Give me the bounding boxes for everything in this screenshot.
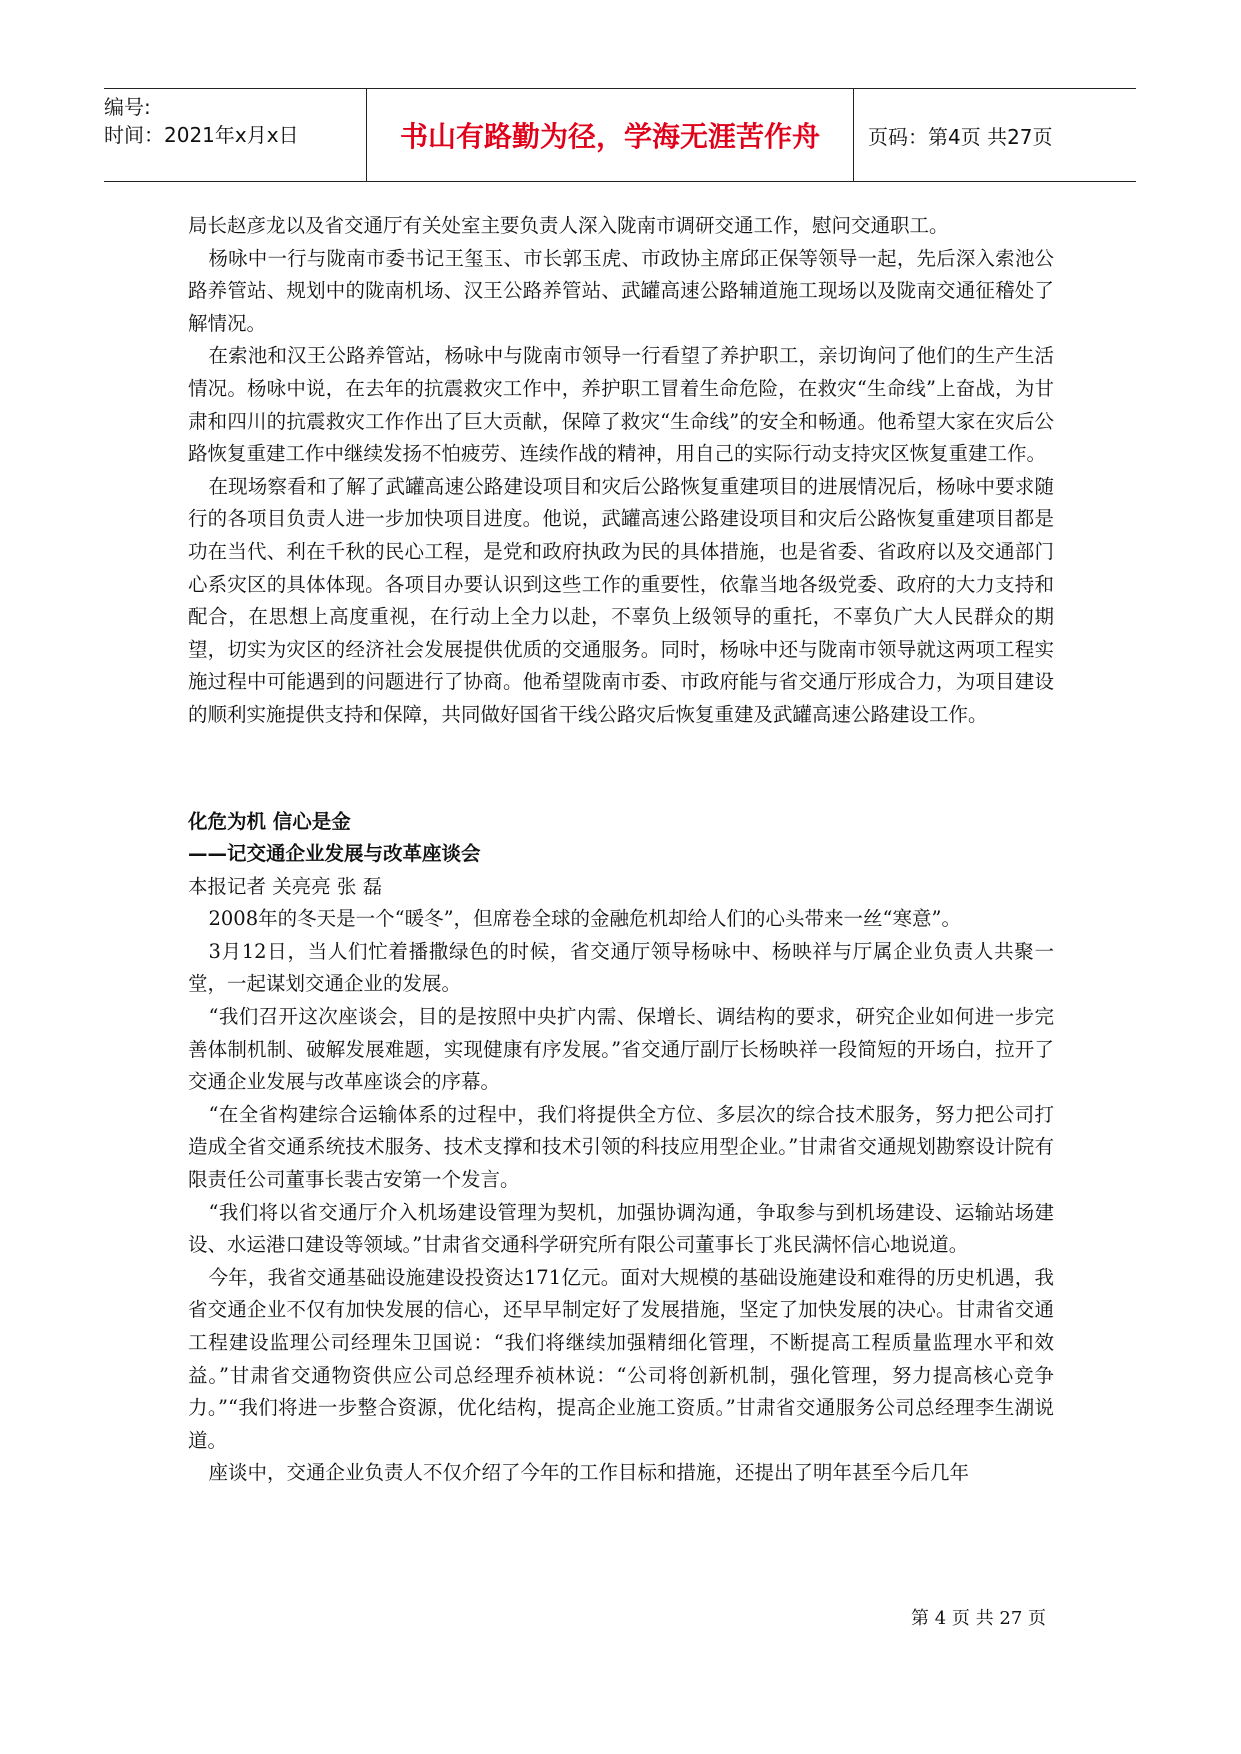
header-motto: 书山有路勤为径，学海无涯苦作舟 [366, 89, 854, 181]
document-time: 时间：2021年x月x日 [104, 123, 299, 147]
header-meta [104, 89, 366, 181]
article2-paragraph: 座谈中，交通企业负责人不仅介绍了今年的工作目标和措施，还提出了明年甚至今后几年 [208, 1461, 969, 1485]
article2-paragraph: “我们召开这次座谈会，目的是按照中央扩内需、保增长、调结构的要求，研究企业如何进一步完善体制机制、破解发展难题，实现健康有序发展。”省交通厅副厅长杨映祥一段简短的开场白，拉开了交通企业发展与改革座谈会的序幕。 [188, 1005, 1054, 1094]
article2-subtitle: ——记交通企业发展与改革座谈会 [188, 842, 481, 866]
article2-title: 化危为机 信心是金 [188, 809, 351, 833]
article2-paragraph: “我们将以省交通厅介入机场建设管理为契机，加强协调沟通，争取参与到机场建设、运输站场建设、水运港口建设等领域。”甘肃省交通科学研究所有限公司董事长丁兆民满怀信心地说道。 [188, 1200, 1054, 1257]
article2-byline: 本报记者 关亮亮 张 磊 [188, 874, 383, 898]
header-page-info: 页码：第4页 共27页 [868, 124, 1053, 149]
document-number-label: 编号: [104, 95, 151, 119]
document-body [188, 210, 1054, 1490]
article2-paragraph: 3月12日，当人们忙着播撒绿色的时候，省交通厅领导杨咏中、杨映祥与厅属企业负责人共聚一堂，一起谋划交通企业的发展。 [188, 939, 1054, 996]
article1-paragraph: 杨咏中一行与陇南市委书记王玺玉、市长郭玉虎、市政协主席邱正保等领导一起，先后深入索池公路养管站、规划中的陇南机场、汉王公路养管站、武罐高速公路辅道施工现场以及陇南交通征稽处了解情况。 [188, 246, 1054, 335]
article1-paragraph: 局长赵彦龙以及省交通厅有关处室主要负责人深入陇南市调研交通工作，慰问交通职工。 [188, 214, 949, 237]
article2-paragraph: 今年，我省交通基础设施建设投资达171亿元。面对大规模的基础设施建设和难得的历史机遇，我省交通企业不仅有加快发展的信心，还早早制定好了发展措施，坚定了加快发展的决心。甘肃省交通工程建设监理公司经理朱卫国说：“我们将继续加强精细化管理，不断提高工程质量监理水平和效益。”甘肃省交通物资供应公司总经理乔祯林说：“公司将创新机制，强化管理，努力提高核心竞争力。”“我们将进一步整合资源，优化结构，提高企业施工资质。”甘肃省交通服务公司总经理李生湖说道。 [188, 1265, 1054, 1452]
article1-paragraph: 在现场察看和了解了武罐高速公路建设项目和灾后公路恢复重建项目的进展情况后，杨咏中要求随行的各项目负责人进一步加快项目进度。他说，武罐高速公路建设项目和灾后公路恢复重建项目都是功在当代、利在千秋的民心工程，是党和政府执政为民的具体措施，也是省委、省政府以及交通部门心系灾区的具体体现。各项目办要认识到这些工作的重要性，依靠当地各级党委、政府的大力支持和配合，在思想上高度重视，在行动上全力以赴，不辜负上级领导的重托，不辜负广大人民群众的期望，切实为灾区的经济社会发展提供优质的交通服务。同时，杨咏中还与陇南市领导就这两项工程实施过程中可能遇到的问题进行了协商。他希望陇南市委、市政府能与省交通厅形成合力，为项目建设的顺利实施提供支持和保障，共同做好国省干线公路灾后恢复重建及武罐高速公路建设工作。 [188, 474, 1054, 726]
article2-paragraph: 2008年的冬天是一个“暖冬”，但席卷全球的金融危机却给人们的心头带来一丝“寒意”。 [208, 907, 961, 931]
page-header [104, 88, 1136, 182]
article2-paragraph: “在全省构建综合运输体系的过程中，我们将提供全方位、多层次的综合技术服务，努力把公司打造成全省交通系统技术服务、技术支撑和技术引领的科技应用型企业。”甘肃省交通规划勘察设计院有限责任公司董事长裴古安第一个发言。 [188, 1102, 1054, 1192]
page-footer: 第 4 页 共 27 页 [911, 1608, 1046, 1629]
section-gap [188, 732, 1054, 806]
article1-paragraph: 在索池和汉王公路养管站，杨咏中与陇南市领导一行看望了养护职工，亲切询问了他们的生产生活情况。杨咏中说，在去年的抗震救灾工作中，养护职工冒着生命危险，在救灾“生命线”上奋战，为甘肃和四川的抗震救灾工作作出了巨大贡献，保障了救灾“生命线”的安全和畅通。他希望大家在灾后公路恢复重建工作中继续发扬不怕疲劳、连续作战的精神，用自己的实际行动支持灾区恢复重建工作。 [188, 344, 1054, 466]
